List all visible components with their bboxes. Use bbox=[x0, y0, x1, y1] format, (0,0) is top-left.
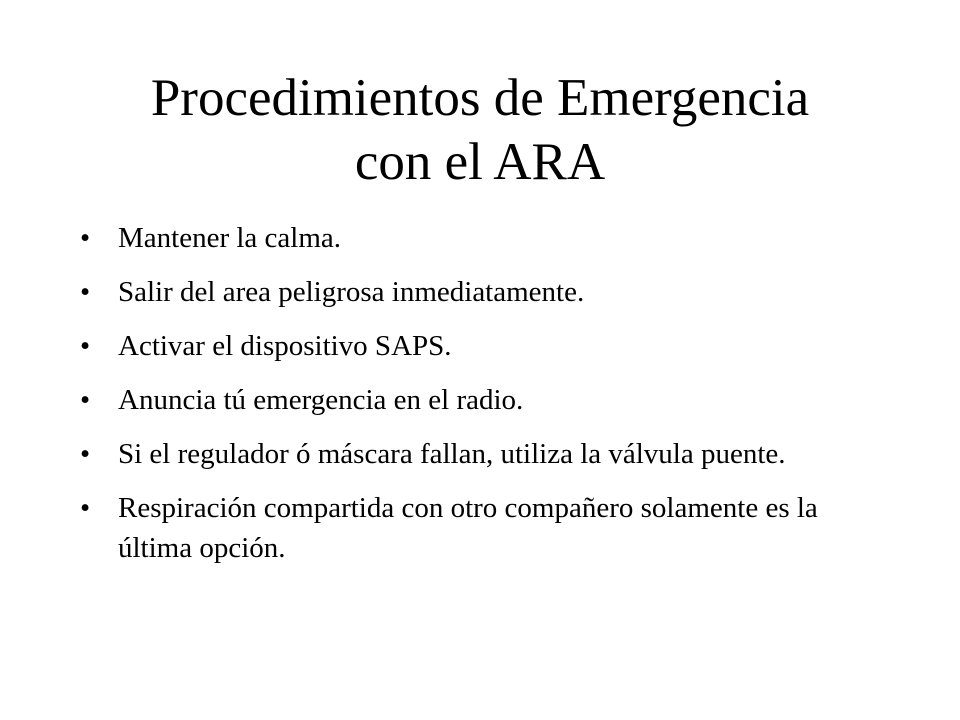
slide-title-line-1: Procedimientos de Emergencia bbox=[150, 69, 810, 127]
bullet-item bbox=[80, 326, 860, 366]
bullet-item bbox=[80, 218, 860, 258]
bullet-marker: • bbox=[80, 492, 91, 524]
bullet-marker: • bbox=[80, 222, 91, 254]
bullet-marker: • bbox=[80, 438, 91, 470]
slide-title-line-2: con el ARA bbox=[354, 133, 606, 191]
bullet-list bbox=[80, 218, 860, 582]
bullet-marker: • bbox=[80, 330, 91, 362]
bullet-item bbox=[80, 272, 860, 312]
bullet-text: Respiración compartida con otro compañero solamente es la última opción. bbox=[118, 492, 818, 564]
bullet-text: Activar el dispositivo SAPS. bbox=[118, 330, 452, 362]
bullet-text: Mantener la calma. bbox=[118, 222, 342, 254]
bullet-marker: • bbox=[80, 384, 91, 416]
bullet-marker: • bbox=[80, 276, 91, 308]
bullet-item bbox=[80, 488, 860, 568]
bullet-text: Si el regulador ó máscara fallan, utiliza la válvula puente. bbox=[118, 438, 786, 470]
bullet-text: Salir del area peligrosa inmediatamente. bbox=[118, 276, 585, 308]
bullet-item bbox=[80, 434, 860, 474]
slide-title bbox=[60, 66, 900, 194]
bullet-item bbox=[80, 380, 860, 420]
bullet-text: Anuncia tú emergencia en el radio. bbox=[118, 384, 524, 416]
